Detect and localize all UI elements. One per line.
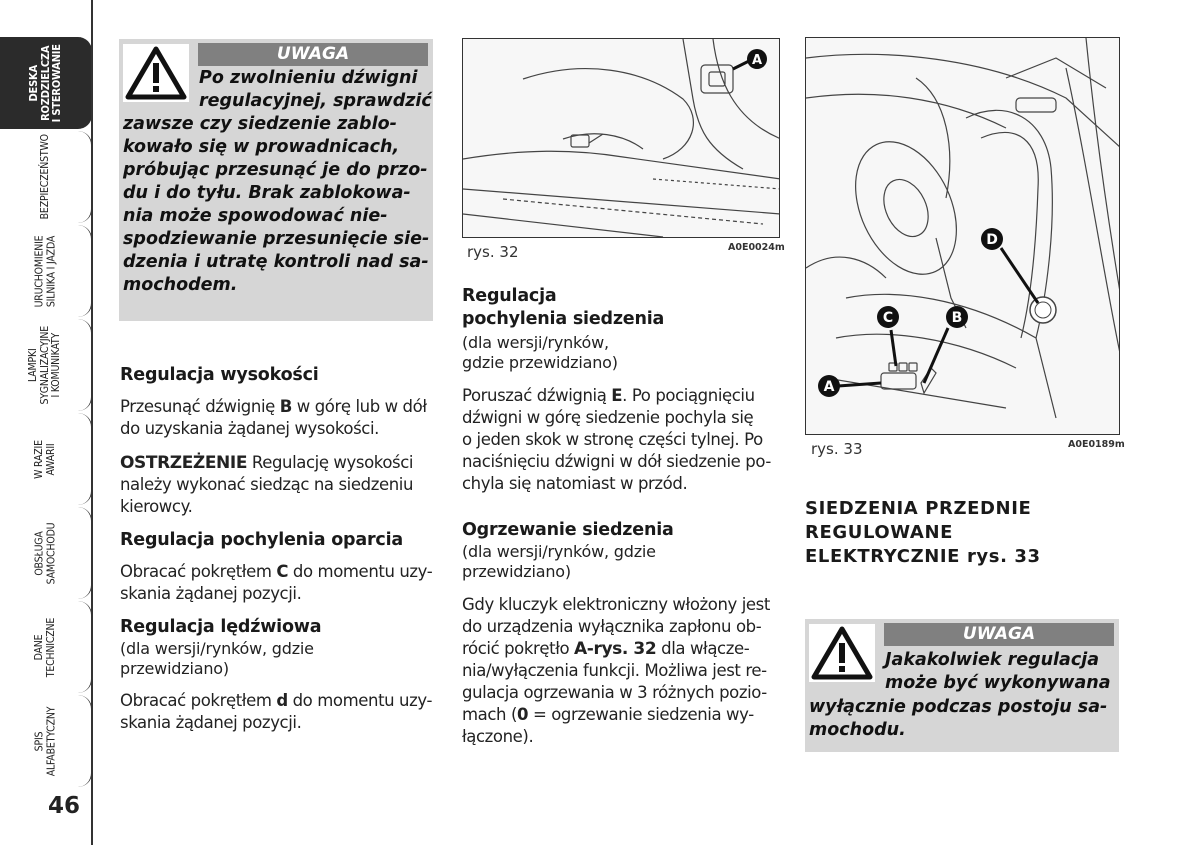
- warning-2-text-top: Jakakolwiek regulacja może być wykonywana: [885, 650, 1111, 693]
- warning-box-1: [119, 39, 433, 321]
- figure-label-c: C: [882, 310, 894, 326]
- warning-box-2: [805, 619, 1119, 752]
- warning-header: UWAGA: [198, 43, 428, 66]
- figure-label-b: B: [951, 310, 963, 326]
- tab-spis[interactable]: SPIS ALFABETYCZNY: [0, 695, 92, 787]
- heading-seat-tilt: Regulacja pochylenia siedzenia: [462, 286, 665, 329]
- heading-height-adjust: Regulacja wysokości: [120, 365, 319, 385]
- figure-33-code: A0E0189m: [1068, 439, 1125, 450]
- subtitle-seat-tilt: (dla wersji/rynków, gdzie przewidziano): [462, 333, 618, 372]
- heading-lumbar: Regulacja lędźwiowa: [120, 617, 322, 637]
- paragraph-warning: OSTRZEŻENIE Regulację wysokości należy wykonać siedząc na siedzeniu kierowcy.: [120, 453, 414, 516]
- page-number: 46: [48, 793, 81, 819]
- paragraph-lumbar: Obracać pokrętłem d do momentu uzy- skania żądanej pozycji.: [120, 691, 432, 732]
- paragraph-height: Przesunąć dźwignię B w górę lub w dół do uzyskania żądanej wysokości.: [120, 397, 427, 438]
- tab-obsluga[interactable]: OBSŁUGA SAMOCHODU: [0, 507, 92, 599]
- subtitle-seat-heating: (dla wersji/rynków, gdzie przewidziano): [462, 542, 656, 581]
- paragraph-backrest: Obracać pokrętłem C do momentu uzy- skania żądanej pozycji.: [120, 562, 433, 603]
- warning-triangle-icon: [123, 44, 189, 102]
- warning-header-2: UWAGA: [884, 623, 1114, 646]
- warning-text-body: zawsze czy siedzenie zablo- kowało się w prowadnicach, próbując przesunąć je do przo- du i do tyłu. Brak zablokowa- nia może spowodować nie- spodziewanie przesunięcie sie- dzenia i utratę kontroli nad sa- mochodem.: [123, 114, 430, 295]
- figure-label-d: D: [986, 232, 998, 248]
- section-title-electric-seats: SIEDZENIA PRZEDNIE REGULOWANE ELEKTRYCZNIE rys. 33: [805, 498, 1041, 567]
- figure-label-a2: A: [823, 379, 835, 395]
- tab-bezpieczenstwo[interactable]: BEZPIECZEŃSTWO: [0, 131, 92, 223]
- tab-dane-techniczne[interactable]: DANE TECHNICZNE: [0, 601, 92, 693]
- figure-33-caption: rys. 33: [811, 440, 863, 458]
- spine-line: [91, 0, 93, 845]
- paragraph-seat-heating: Gdy kluczyk elektroniczny włożony jest do urządzenia wyłącznika zapłonu ob- rócić pokrętło A-rys. 32 dla włącze- nia/wyłączenia funkcji. Możliwa jest re- gulacja ogrzewania w 3 różnych pozio- mach (0 = ogrzewanie siedzenia wy- łączone).: [462, 595, 770, 746]
- tab-w-razie-awarii[interactable]: W RAZIE AWARII: [0, 413, 92, 505]
- column-2: [462, 285, 787, 748]
- tab-deska-rozdzielcza[interactable]: DESKA ROZDZIELCZA I STEROWANIE: [0, 37, 92, 129]
- chapter-tabs: [0, 0, 100, 845]
- figure-32-caption: rys. 32: [467, 243, 519, 261]
- figure-32-code: A0E0024m: [728, 242, 785, 253]
- heading-seat-heating: Ogrzewanie siedzenia: [462, 520, 674, 540]
- figure-32: [462, 38, 780, 238]
- paragraph-seat-tilt: Poruszać dźwignią E. Po pociągnięciu dźwigni w górę siedzenie pochyla się o jeden skok w stronę części tylnej. Po naciśnięciu dźwigni w dół siedzenie po- chyla się natomiast w przód.: [462, 386, 771, 493]
- figure-label-a: A: [751, 53, 763, 68]
- tab-uruchomienie[interactable]: URUCHOMIENIE SILNIKA I JAZDA: [0, 225, 92, 317]
- seat-side-illustration: [463, 39, 780, 238]
- warning-triangle-icon: [809, 624, 875, 682]
- heading-backrest: Regulacja pochylenia oparcia: [120, 530, 403, 550]
- figure-33: [805, 37, 1120, 435]
- subtitle-lumbar: (dla wersji/rynków, gdzie przewidziano): [120, 639, 314, 678]
- column-1: [120, 365, 440, 734]
- warning-text-top: Po zwolnieniu dźwigni regulacyjnej, sprawdzić: [199, 68, 432, 111]
- car-interior-illustration: [806, 38, 1120, 435]
- warning-2-text-body: wyłącznie podczas postoju sa- mochodu.: [809, 697, 1108, 740]
- tab-lampki[interactable]: LAMPKI SYGNALIZACYJNE I KOMUNIKATY: [0, 319, 92, 411]
